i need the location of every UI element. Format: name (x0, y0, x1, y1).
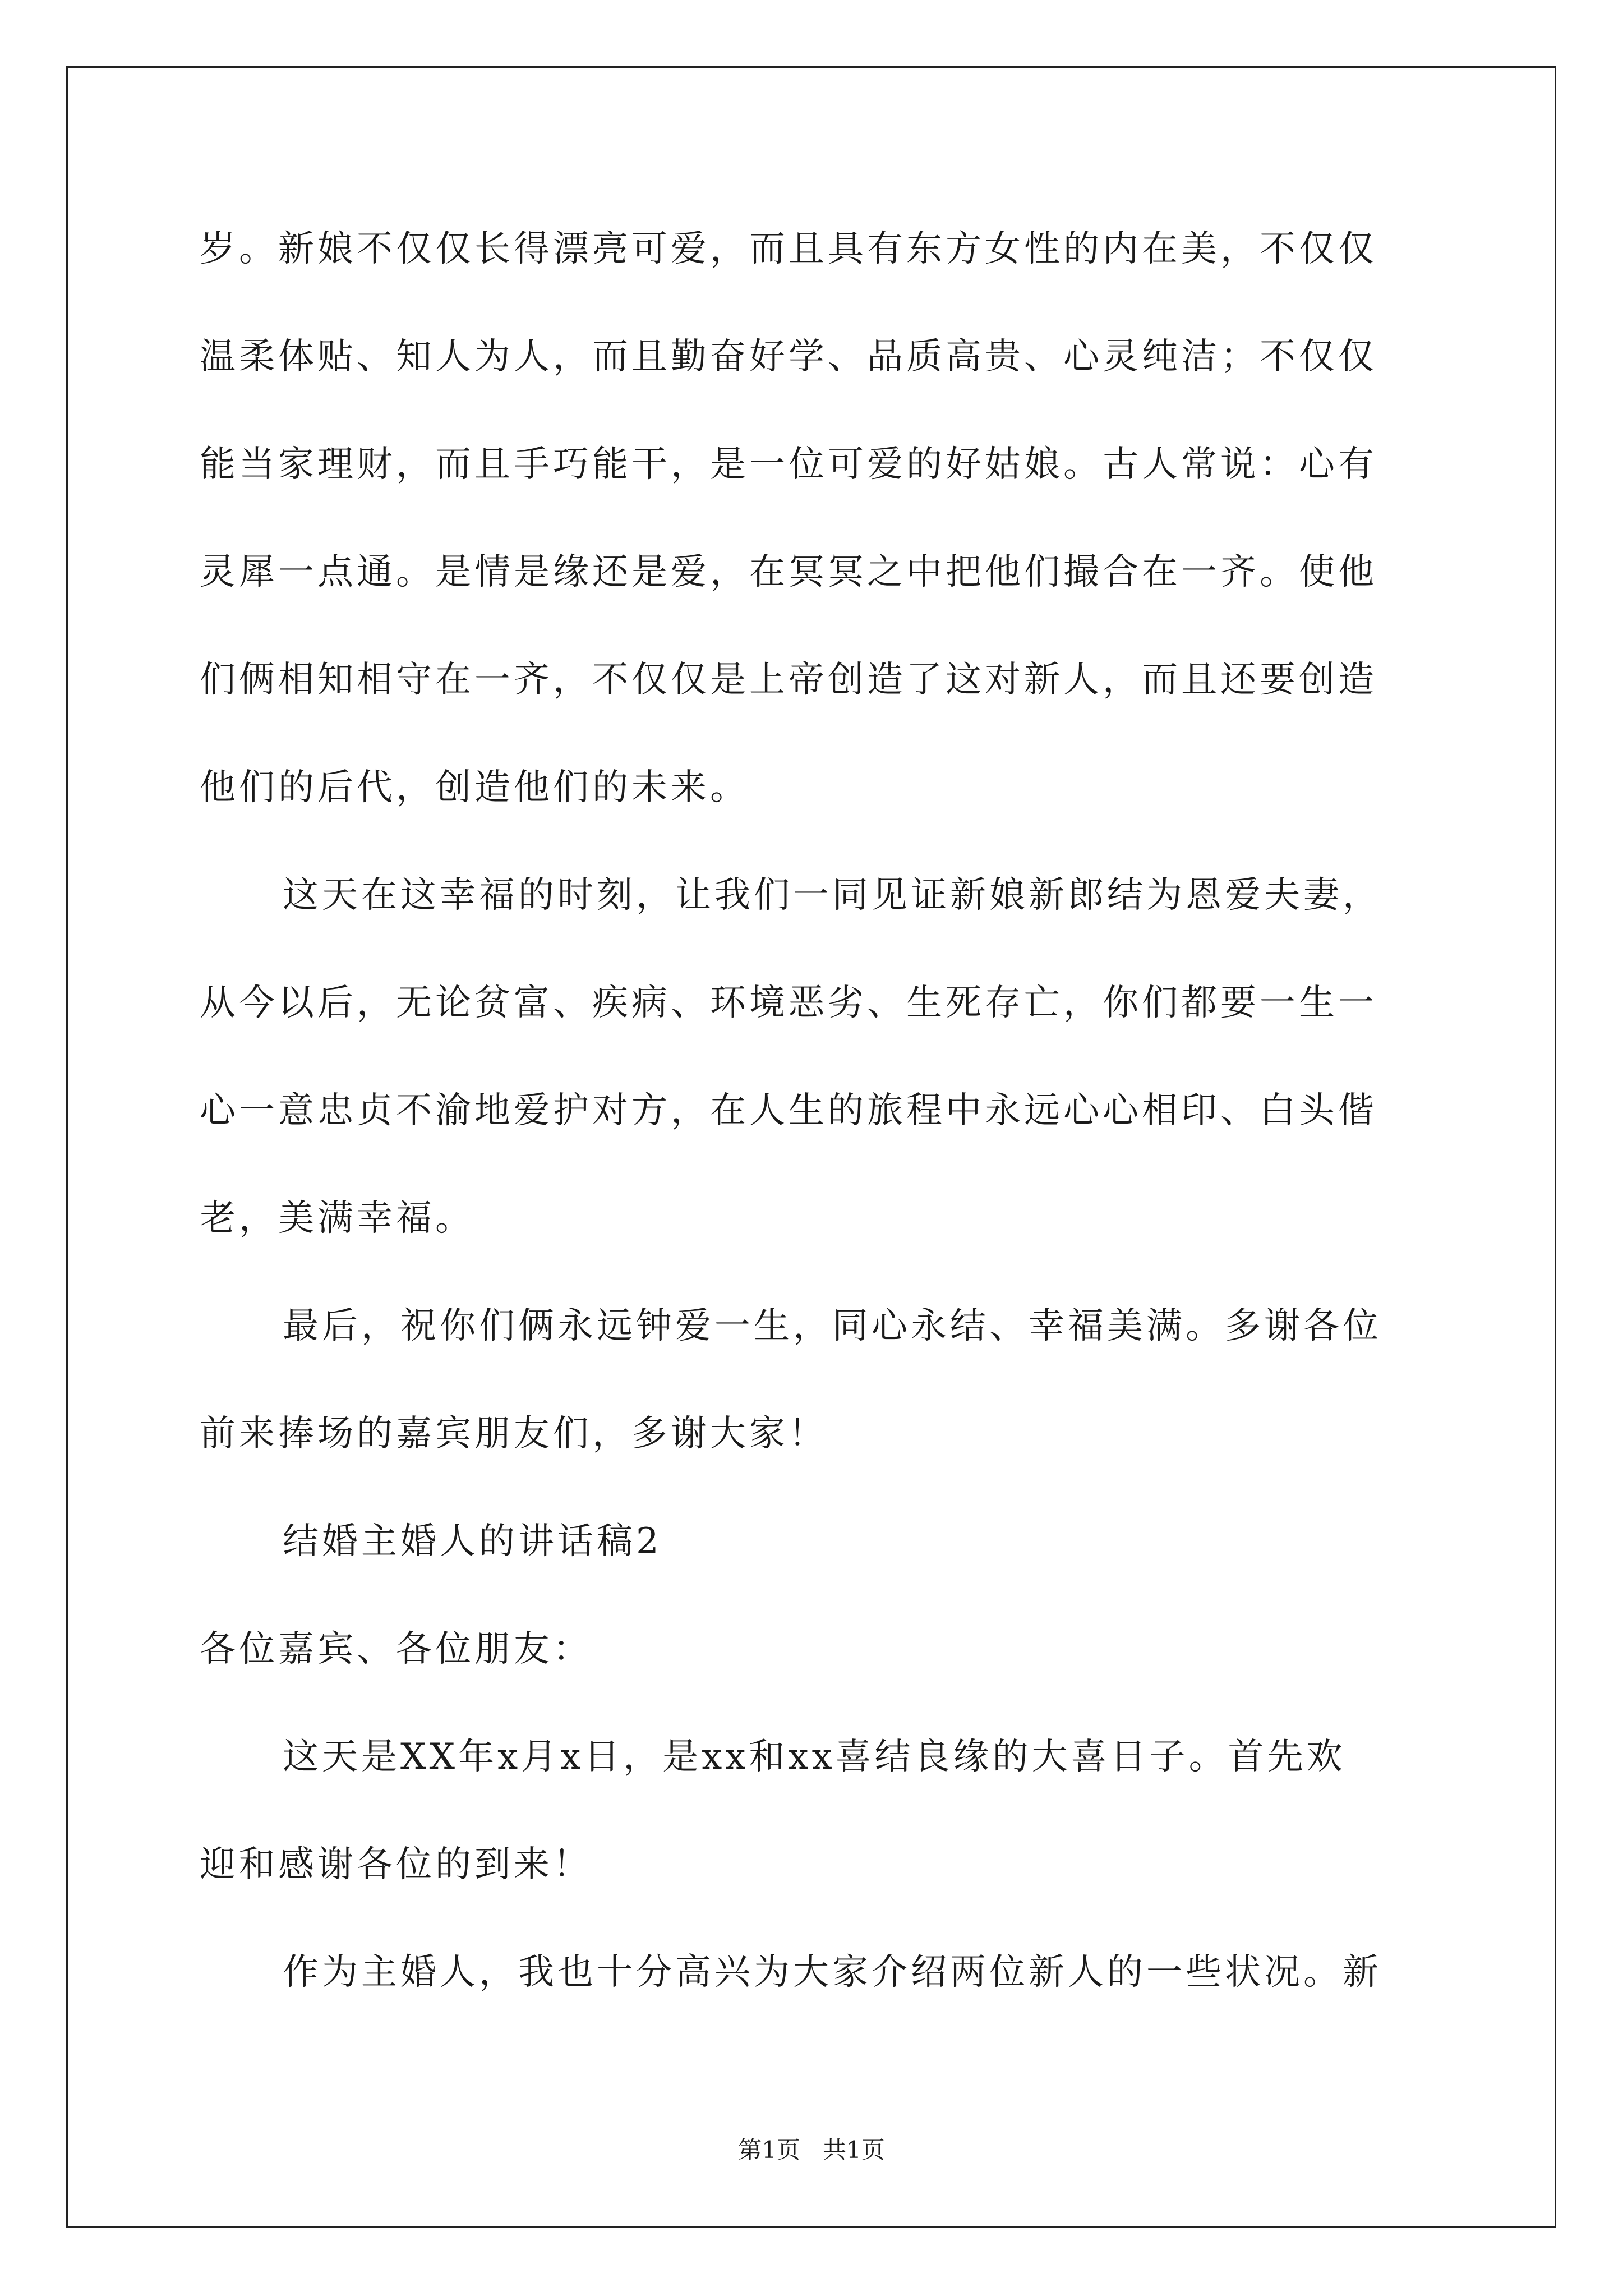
text-line: 心一意忠贞不渝地爱护对方，在人生的旅程中永远心心相印、白头偕 (200, 1090, 1377, 1131)
paragraph-first-line: 作为主婚人，我也十分高兴为大家介绍两位新人的一些状况。新 (283, 1952, 1382, 1993)
text-line: 灵犀一点通。是情是缘还是爱，在冥冥之中把他们撮合在一齐。使他 (200, 551, 1377, 593)
paragraph-first-line: 这天在这幸福的时刻，让我们一同见证新娘新郎结为恩爱夫妻， (283, 875, 1382, 916)
text-line: 迎和感谢各位的到来！ (200, 1844, 592, 1885)
text-line: 们俩相知相守在一齐，不仅仅是上帝创造了这对新人，而且还要创造 (200, 659, 1377, 701)
salutation: 各位嘉宾、各位朋友： (200, 1628, 592, 1670)
text-line: 老，美满幸福。 (200, 1198, 474, 1239)
text-line: 他们的后代，创造他们的未来。 (200, 767, 749, 808)
page-border (66, 66, 1556, 2228)
paragraph-first-line: 这天是XX年x月x日，是xx和xx喜结良缘的大喜日子。首先欢 (283, 1736, 1346, 1778)
text-line: 前来捧场的嘉宾朋友们，多谢大家！ (200, 1413, 828, 1455)
text-line: 岁。新娘不仅仅长得漂亮可爱，而且具有东方女性的内在美，不仅仅 (200, 228, 1377, 270)
text-line: 温柔体贴、知人为人，而且勤奋好学、品质高贵、心灵纯洁；不仅仅 (200, 336, 1377, 378)
paragraph-first-line: 最后，祝你们俩永远钟爱一生，同心永结、幸福美满。多谢各位 (283, 1305, 1382, 1347)
text-line: 能当家理财，而且手巧能干，是一位可爱的好姑娘。古人常说：心有 (200, 444, 1377, 485)
section-title: 结婚主婚人的讲话稿2 (283, 1521, 662, 1562)
page-footer: 第1页 共1页 (738, 2136, 885, 2164)
text-line: 从今以后，无论贫富、疾病、环境恶劣、生死存亡，你们都要一生一 (200, 982, 1377, 1024)
